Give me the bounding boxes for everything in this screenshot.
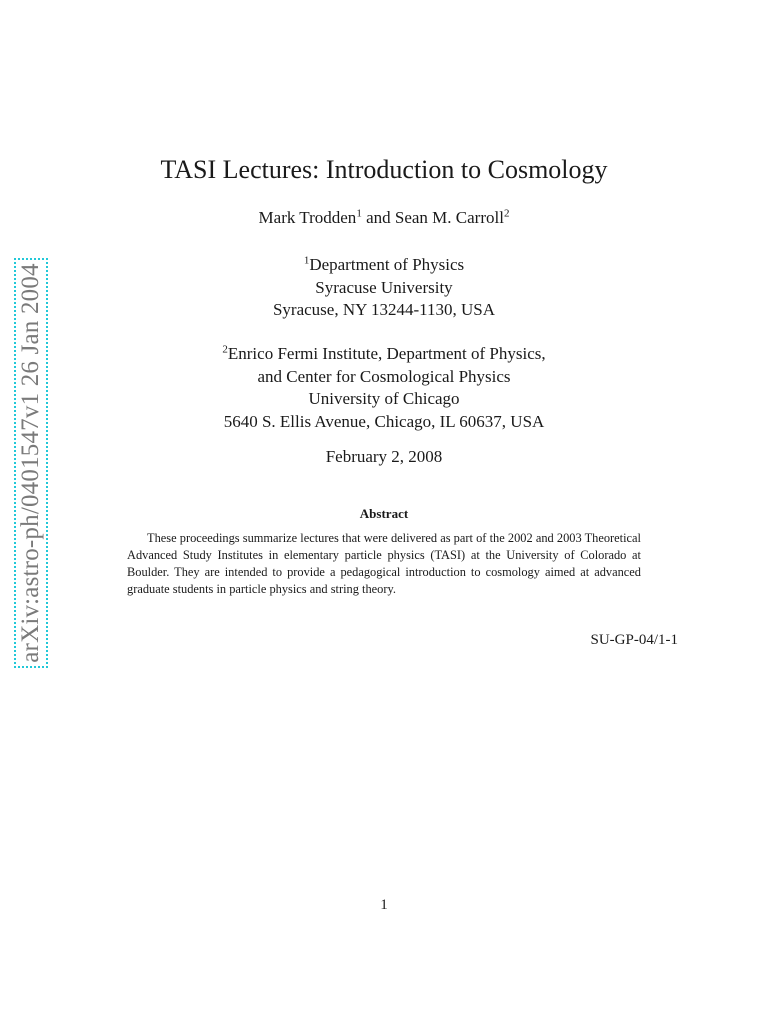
arxiv-identifier: arXiv:astro-ph/0401547v1 26 Jan 2004	[17, 263, 44, 663]
affiliation-block-1	[0, 254, 768, 322]
abstract-heading: Abstract	[359, 506, 409, 521]
paper-date: February 2, 2008	[325, 447, 443, 466]
page-number: 1	[380, 897, 388, 913]
paper-title: TASI Lectures: Introduction to Cosmology	[160, 155, 608, 184]
affiliation-text: Department of Physics	[309, 255, 465, 274]
affiliation-line: Syracuse, NY 13244-1130, USA	[272, 300, 496, 319]
affiliation-marker: 1	[356, 207, 362, 220]
author-name: Sean M. Carroll	[394, 208, 504, 227]
affiliation-line	[0, 343, 768, 366]
author-name: Mark Trodden	[258, 208, 357, 227]
report-number: SU-GP-04/1-1	[590, 632, 678, 648]
affiliation-text: Enrico Fermi Institute, Department of Physics,	[227, 344, 546, 363]
affiliation-marker: 1	[303, 254, 310, 267]
author-line	[0, 208, 768, 228]
affiliation-block-2	[0, 343, 768, 433]
author-connector: and	[361, 208, 395, 227]
affiliation-marker: 2	[503, 207, 510, 220]
affiliation-marker: 2	[222, 343, 228, 356]
affiliation-line: and Center for Cosmological Physics	[257, 366, 511, 386]
abstract-text: These proceedings summarize lectures that were delivered as part of the 2002 and 2003 Theoretical Advanced Study Institutes in elementary particle physics (TASI) at the University of Colorado at Boulder. They are intended to provide a pedagogical introduction to cosmology aimed at advanced graduate students in particle physics and string theory.	[127, 531, 641, 596]
affiliation-line: University of Chicago	[308, 389, 460, 408]
affiliation-line: 5640 S. Ellis Avenue, Chicago, IL 60637, USA	[223, 411, 545, 431]
affiliation-line: Syracuse University	[315, 277, 453, 297]
affiliation-line	[0, 254, 768, 277]
